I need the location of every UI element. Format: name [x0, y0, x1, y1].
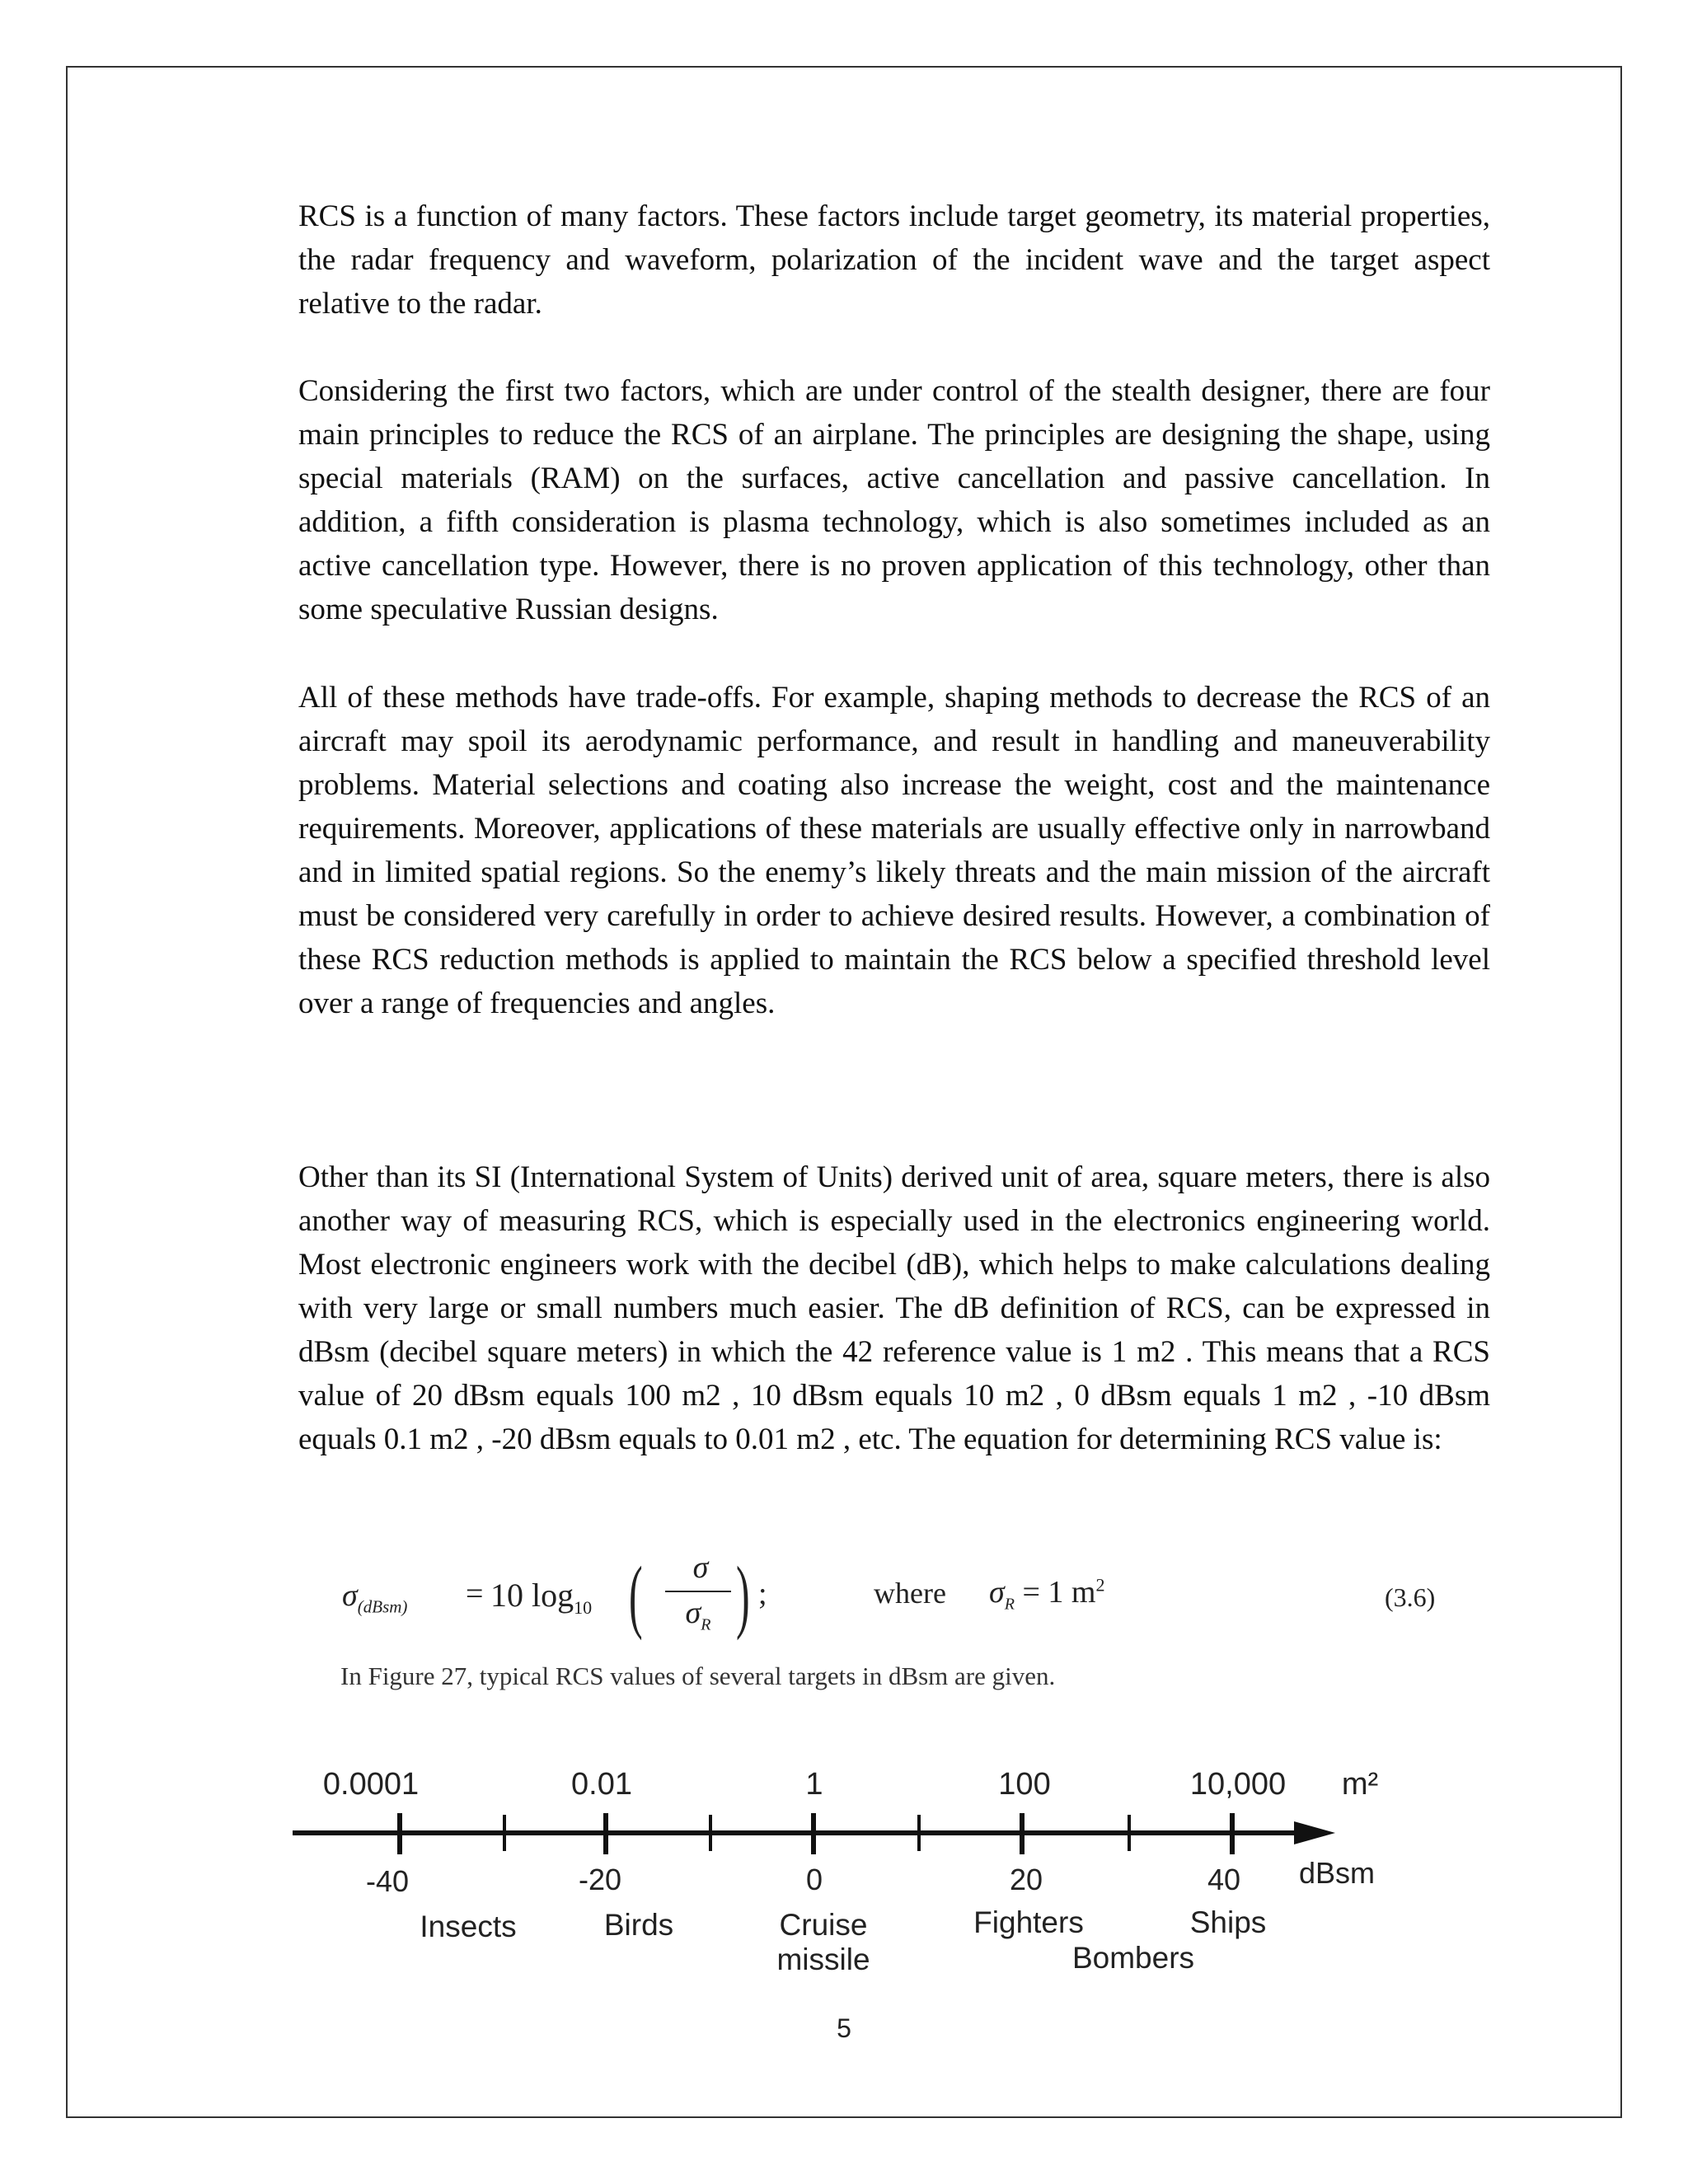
equation-left-paren: ( — [629, 1549, 643, 1641]
dbsm-label-3: 0 — [805, 1863, 823, 1896]
equation-equals: = — [466, 1577, 484, 1611]
equation-semicolon: ; — [758, 1577, 767, 1611]
equation-where-label: where — [874, 1577, 946, 1610]
equation-number: (3.6) — [1385, 1582, 1436, 1612]
m2-label-4: 100 — [998, 1767, 1051, 1802]
equation-denominator: $\sigma_R$ — [685, 1596, 711, 1634]
figure-caption: In Figure 27, typical RCS values of several targets in dBsm are given. — [340, 1661, 1056, 1690]
equation-log-function: 10 $\log_{10}$ — [490, 1577, 593, 1618]
dbsm-label-2: -20 — [578, 1863, 622, 1896]
dbsm-label-1: -40 — [365, 1864, 410, 1898]
target-ships: Ships — [1189, 1905, 1267, 1939]
paragraph-dbsm-definition: Other than its SI (International System of Units) derived unit of area, square meters, there is also another way of measuring RCS, which is especially used in the electronics engineering world. Most electronic engineers work with the decibel (dB), which helps to make calculations dealing with very large or small numbers much easier. The dB definition of RCS, can be expressed in dBsm (decibel square meters) in which the 42 reference value is 1 m2 . This means that a RCS value of 20 dBsm equals 100 m2 , 10 dBsm equals 10 m2 , 0 dBsm equals 1 m2 , -10 dBsm equals 0.1 m2 , -20 dBsm equals to 0.01 m2 , etc. The equation for determining RCS value is: — [298, 1160, 1490, 1456]
m2-label-3: 1 — [805, 1767, 823, 1802]
scale-axis-arrow — [1294, 1821, 1335, 1844]
target-insects: Insects — [420, 1910, 517, 1943]
target-bombers: Bombers — [1071, 1941, 1195, 1975]
m2-unit-label: m² — [1341, 1767, 1379, 1802]
dbsm-label-4: 20 — [1009, 1863, 1043, 1896]
m2-label-2: 0.01 — [571, 1767, 632, 1802]
target-cruise: Cruise — [779, 1908, 868, 1942]
paragraph-reduction-principles: Considering the first two factors, which are under control of the stealth designer, there are four main principles to reduce the RCS of an airplane. The principles are designing the shape, using special materials (RAM) on the surfaces, active cancellation and passive cancellation. In addition, a fifth consideration is plasma technology, which is also sometimes included as an active cancellation type. However, there is no proven application of this technology, other than some speculative Russian designs. — [298, 374, 1490, 626]
target-missile: missile — [776, 1943, 870, 1976]
paragraph-rcs-factors: RCS is a function of many factors. These factors include target geometry, its material properties, the radar frequency and waveform, polarization of the incident wave and the target aspect relative to the radar. — [298, 199, 1490, 321]
rcs-equation — [342, 1549, 1463, 1648]
equation-right-paren: ) — [736, 1549, 750, 1641]
m2-label-5: 10,000 — [1189, 1767, 1287, 1802]
page-number: 5 — [837, 2013, 851, 2043]
equation-lhs: $\sigma_{(dBsm)}$ — [342, 1578, 408, 1617]
rcs-scale-figure — [288, 1755, 1442, 2003]
equation-fraction-bar — [665, 1591, 731, 1592]
equation-reference-value: $\sigma_R = 1$ $m^2$ — [989, 1574, 1105, 1614]
rcs-scale-svg — [288, 1755, 1442, 2003]
dbsm-unit-label: dBsm — [1298, 1856, 1376, 1890]
target-fighters: Fighters — [973, 1905, 1084, 1939]
target-birds: Birds — [603, 1908, 674, 1942]
equation-numerator: σ — [692, 1550, 709, 1585]
paragraph-trade-offs: All of these methods have trade-offs. For example, shaping methods to decrease the RCS of an aircraft may spoil its aerodynamic performance, and result in handling and maneuverability problems. Material selections and coating also increase the weight, cost and the maintenance requirements. Moreover, applications of these materials are usually effective only in narrowband and in limited spatial regions. So the enemy’s likely threats and the main mission of the aircraft must be considered very carefully in order to achieve desired results. However, a combination of these RCS reduction methods is applied to maintain the RCS below a specified threshold level over a range of frequencies and angles. — [298, 681, 1490, 1020]
m2-label-1: 0.0001 — [322, 1767, 420, 1802]
dbsm-label-5: 40 — [1207, 1863, 1241, 1896]
